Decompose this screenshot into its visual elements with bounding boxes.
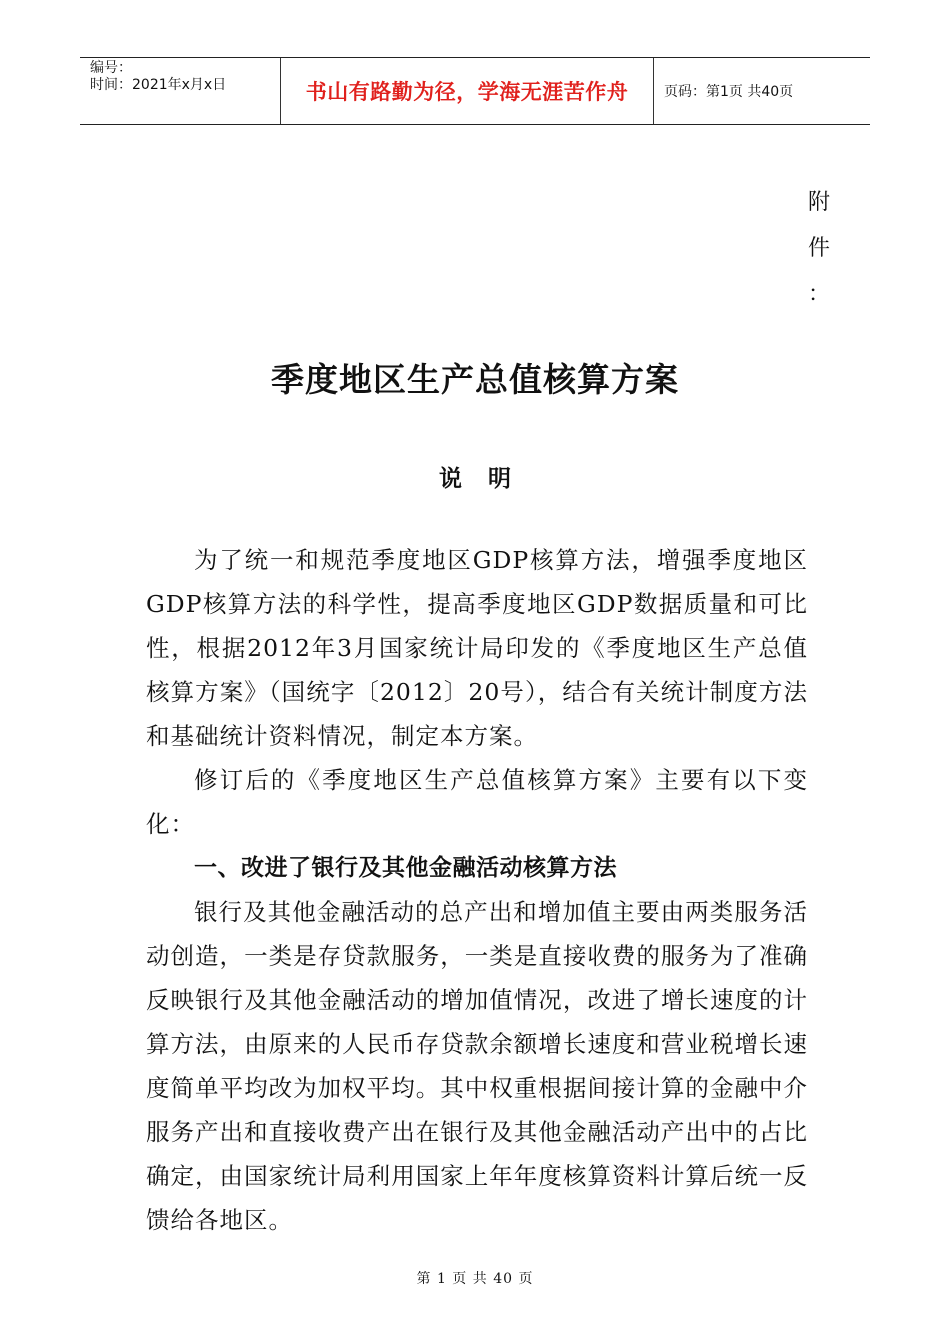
- page-footer: 第 1 页 共 40 页: [416, 1271, 534, 1287]
- time-label: 时间：2021年x月x日: [90, 77, 227, 93]
- number-label: 编号：: [90, 60, 132, 76]
- paragraph-changes: 修订后的《季度地区生产总值核算方案》主要有以下变化：: [146, 766, 808, 838]
- attachment-mark: [804, 180, 834, 318]
- attachment-char-1: 附: [807, 190, 830, 215]
- document-header: [80, 57, 870, 125]
- paragraph-banking: 银行及其他金融活动的总产出和增加值主要由两类服务活动创造，一类是存贷款服务，一类是直接收费的服务为了准确反映银行及其他金融活动的增加值情况，改进了增长速度的计算方法，由原来的人民币存贷款余额增长速度和营业税增长速度简单平均改为加权平均。其中权重根据间接计算的金融中介服务产出和直接收费产出在银行及其他金融活动产出中的占比确定，由国家统计局利用国家上年年度核算资料计算后统一反馈给各地区。: [146, 898, 808, 1234]
- paragraph-intro: 为了统一和规范季度地区GDP核算方法，增强季度地区GDP核算方法的科学性，提高季度地区GDP数据质量和可比性，根据2012年3月国家统计局印发的《季度地区生产总值核算方案》（国统字〔2012〕20号），结合有关统计制度方法和基础统计资料情况，制定本方案。: [146, 546, 808, 750]
- document-title: 季度地区生产总值核算方案: [271, 360, 679, 399]
- attachment-char-3: ：: [807, 282, 830, 307]
- header-page-info: 页码：第1页 共40页: [664, 84, 794, 100]
- section-subtitle: 说明: [439, 466, 537, 492]
- header-motto: 书山有路勤为径，学海无涯苦作舟: [280, 58, 654, 124]
- header-meta: [80, 58, 280, 124]
- attachment-char-2: 件: [807, 236, 830, 261]
- section-heading-1: 一、改进了银行及其他金融活动核算方法: [194, 855, 617, 881]
